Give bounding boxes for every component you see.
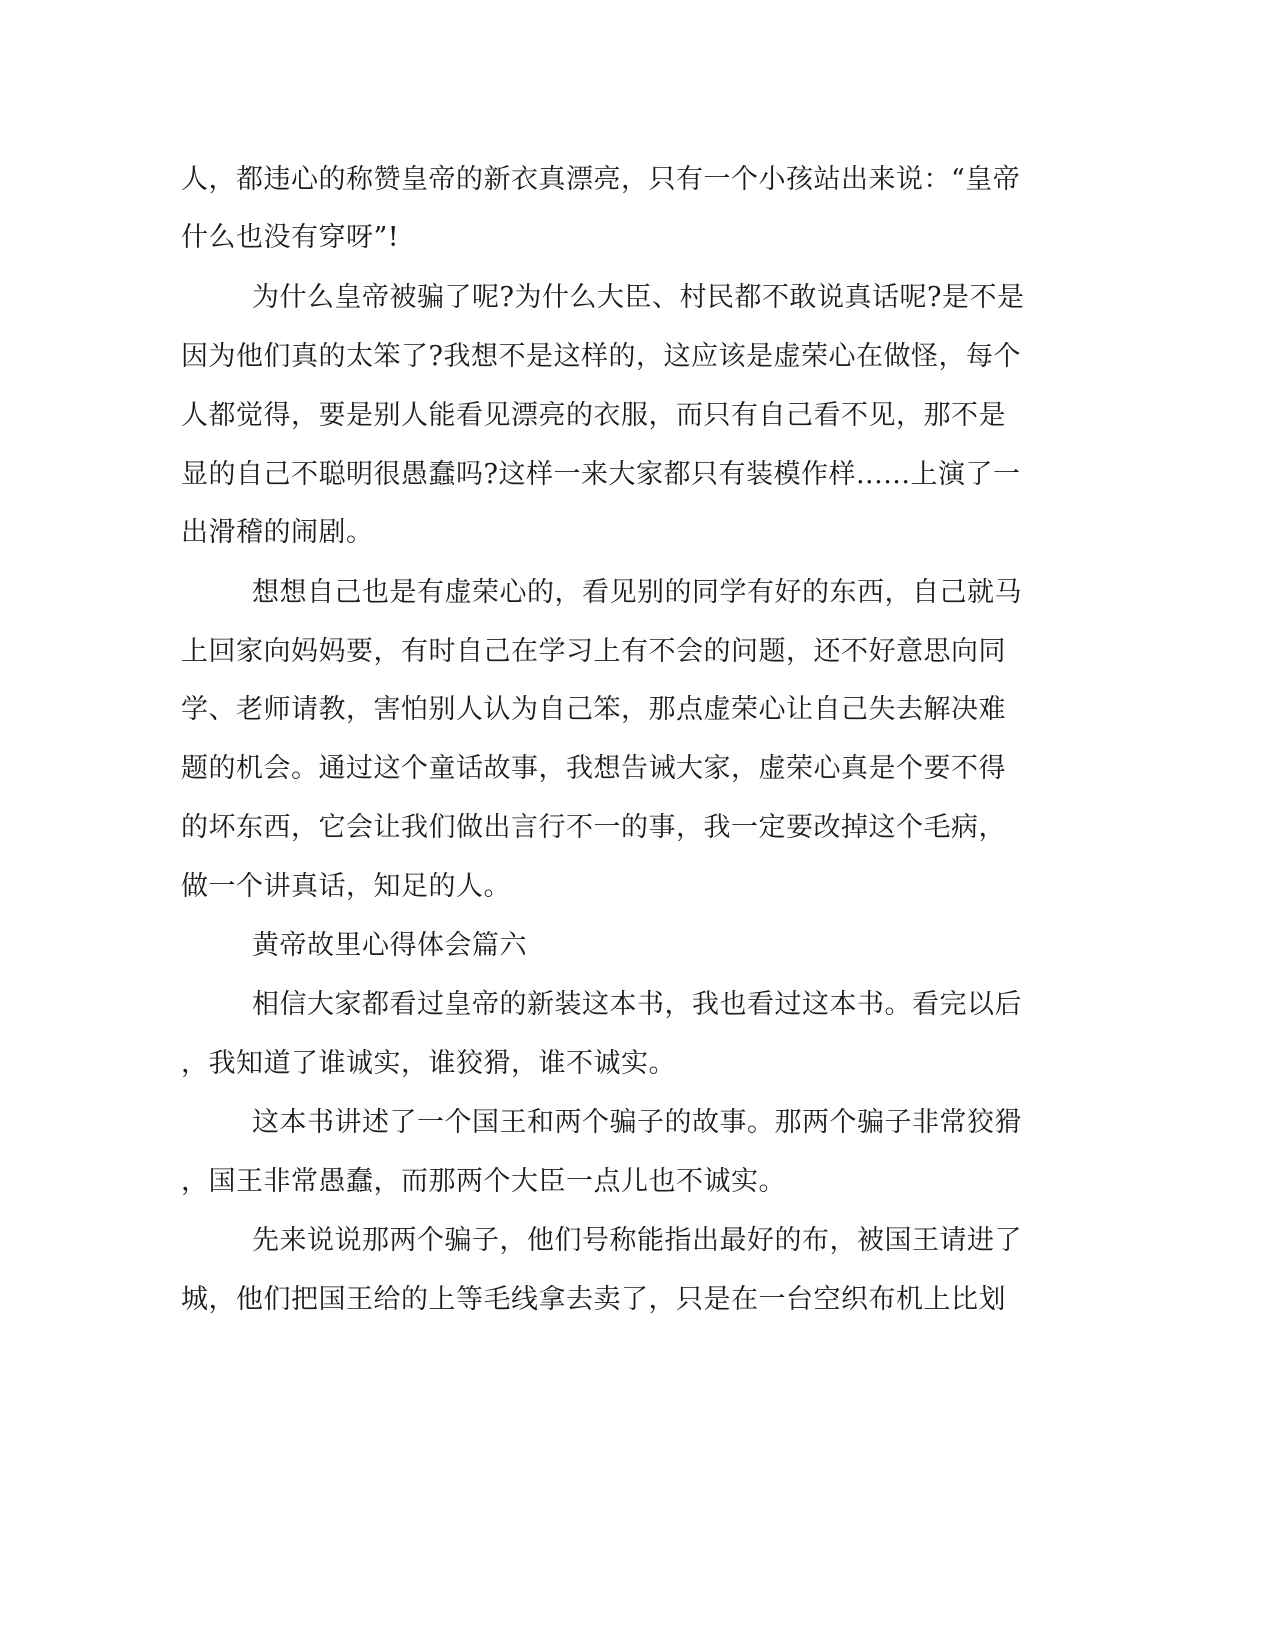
text-line: ，我知道了谁诚实，谁狡猾，谁不诚实。: [181, 1048, 676, 1079]
text-line: 人都觉得，要是别人能看见漂亮的衣服，而只有自己看不见，那不是: [181, 400, 1006, 431]
text-line: ，国王非常愚蠢，而那两个大臣一点儿也不诚实。: [181, 1166, 786, 1197]
text-line: 上回家向妈妈要，有时自己在学习上有不会的问题，还不好意思向同: [181, 636, 1006, 667]
text-line: 相信大家都看过皇帝的新装这本书，我也看过这本书。看完以后: [252, 989, 1022, 1020]
section-heading: 黄帝故里心得体会篇六: [252, 930, 527, 961]
text-line: 先来说说那两个骗子，他们号称能指出最好的布，被国王请进了: [252, 1225, 1022, 1256]
text-line: 为什么皇帝被骗了呢?为什么大臣、村民都不敢说真话呢?是不是: [252, 282, 1025, 313]
text-line: 因为他们真的太笨了?我想不是这样的，这应该是虚荣心在做怪，每个: [181, 341, 1021, 372]
text-line: 题的机会。通过这个童话故事，我想告诫大家，虚荣心真是个要不得: [181, 753, 1006, 784]
text-line: 想想自己也是有虚荣心的，看见别的同学有好的东西，自己就马: [252, 577, 1022, 608]
text-line: 出滑稽的闹剧。: [181, 517, 374, 548]
text-line: 学、老师请教，害怕别人认为自己笨，那点虚荣心让自己失去解决难: [181, 694, 1006, 725]
text-line: 城，他们把国王给的上等毛线拿去卖了，只是在一台空织布机上比划: [181, 1284, 1006, 1315]
text-line: 什么也没有穿呀”!: [181, 222, 400, 253]
text-line: 人，都违心的称赞皇帝的新衣真漂亮，只有一个小孩站出来说：“皇帝: [181, 164, 1021, 195]
text-line: 的坏东西，它会让我们做出言行不一的事，我一定要改掉这个毛病，: [181, 812, 1006, 843]
text-line: 做一个讲真话，知足的人。: [181, 871, 511, 902]
text-line: 显的自己不聪明很愚蠢吗?这样一来大家都只有装模作样......上演了一: [181, 459, 1021, 490]
text-line: 这本书讲述了一个国王和两个骗子的故事。那两个骗子非常狡猾: [252, 1107, 1022, 1138]
